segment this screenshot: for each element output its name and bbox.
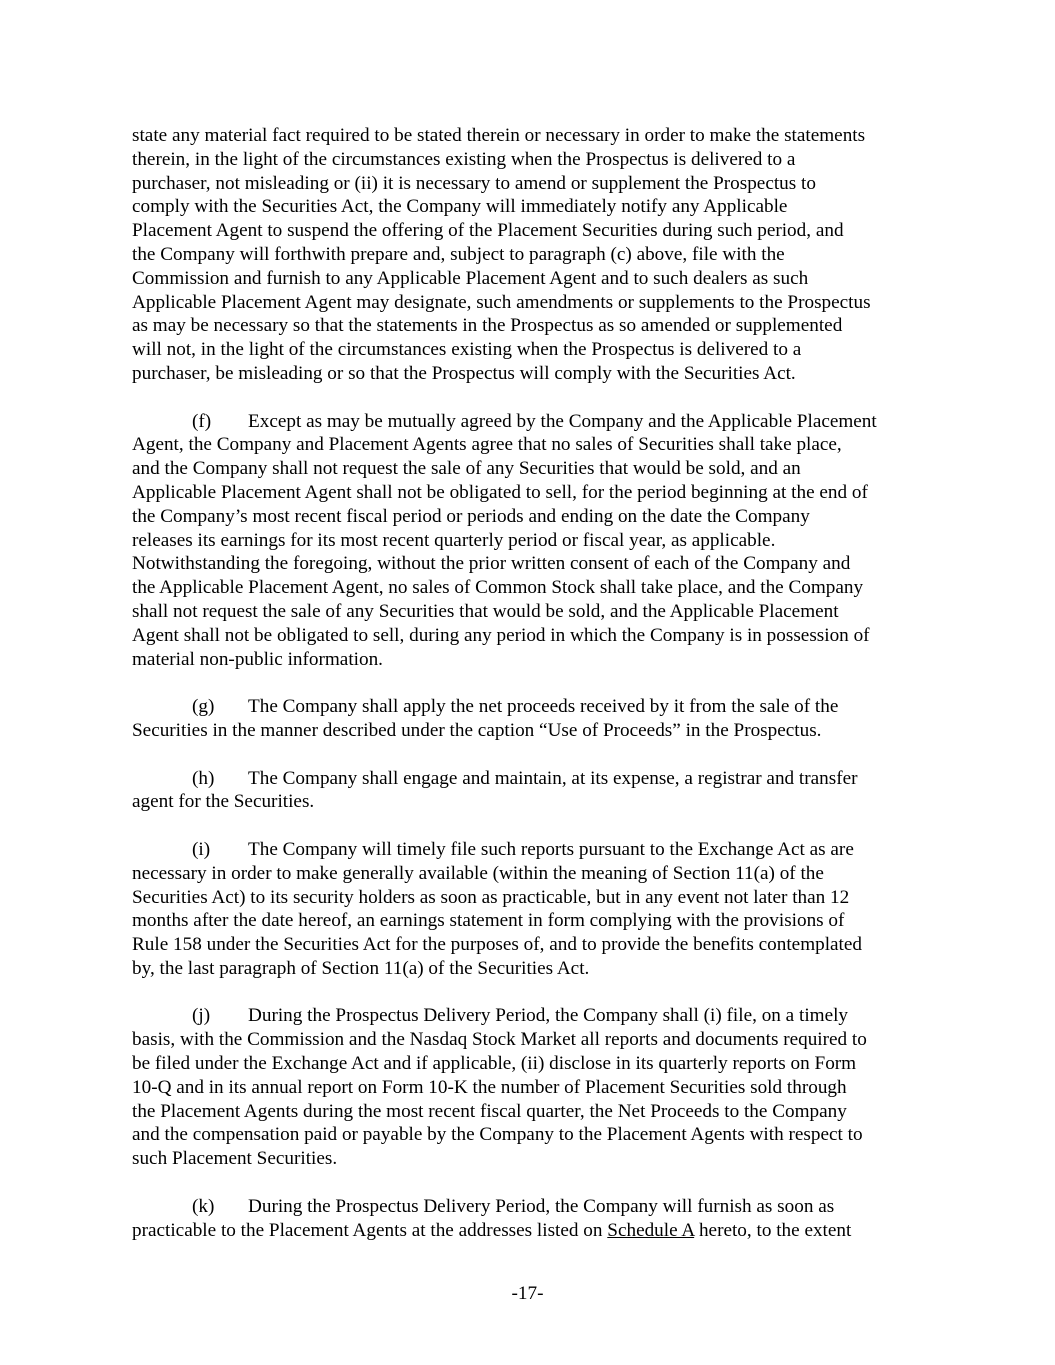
text-line: 10-Q and in its annual report on Form 10-K the number of Placement Securities sold through [132, 1076, 847, 1098]
text-line: Applicable Placement Agent may designate, such amendments or supplements to the Prospectus [132, 291, 871, 313]
text-line: will not, in the light of the circumstances existing when the Prospectus is delivered to a [132, 339, 802, 361]
text-line: agent for the Securities. [132, 791, 315, 813]
paragraph-i [132, 838, 932, 981]
text-line: the Company’s most recent fiscal period or periods and ending on the date the Company [132, 505, 810, 527]
text-line-content: The Company will timely file such reports pursuant to the Exchange Act as are [248, 838, 854, 860]
text-line: purchaser, be misleading or so that the Prospectus will comply with the Securities Act. [132, 362, 796, 384]
text-line [132, 1219, 932, 1243]
text-line: purchaser, not misleading or (ii) it is necessary to amend or supplement the Prospectus to [132, 172, 816, 194]
document-body [132, 124, 932, 1266]
text-line: Securities Act) to its security holders as soon as practicable, but in any event not later than 12 [132, 886, 850, 908]
text-line: and the Company shall not request the sale of any Securities that would be sold, and an [132, 458, 801, 480]
text-line: therein, in the light of the circumstances existing when the Prospectus is delivered to a [132, 148, 796, 170]
text-line [132, 1004, 932, 1028]
text-line: comply with the Securities Act, the Company will immediately notify any Applicable [132, 196, 788, 218]
paragraph-label: (j) [192, 1005, 211, 1027]
text-line: by, the last paragraph of Section 11(a) of the Securities Act. [132, 957, 590, 979]
paragraph-continuation [132, 124, 932, 386]
text-line [132, 767, 932, 791]
text-line: Securities in the manner described under the caption “Use of Proceeds” in the Prospectus. [132, 719, 822, 741]
paragraph-label: (g) [192, 696, 215, 718]
text-line: state any material fact required to be stated therein or necessary in order to make the statements [132, 125, 866, 146]
text-line-content: During the Prospectus Delivery Period, the Company shall (i) file, on a timely [248, 1005, 849, 1027]
text-line-content: The Company shall apply the net proceeds received by it from the sale of the [248, 696, 839, 718]
text-line: be filed under the Exchange Act and if applicable, (ii) disclose in its quarterly reports on Form [132, 1053, 857, 1075]
text-line-content: The Company shall engage and maintain, at its expense, a registrar and transfer [248, 767, 858, 789]
text-line: months after the date hereof, an earnings statement in form complying with the provisions of [132, 910, 845, 932]
text-line: Agent shall not be obligated to sell, during any period in which the Company is in possession of [132, 624, 870, 646]
paragraph-j [132, 1004, 932, 1171]
text-line: basis, with the Commission and the Nasdaq Stock Market all reports and documents required to [132, 1029, 867, 1051]
page-number: -17- [511, 1283, 544, 1304]
text-line: Notwithstanding the foregoing, without the prior written consent of each of the Company and [132, 553, 851, 575]
text-line: Rule 158 under the Securities Act for the purposes of, and to provide the benefits contemplated [132, 934, 862, 956]
text-line: Placement Agent to suspend the offering of the Placement Securities during such period, and [132, 220, 844, 242]
text-line [132, 838, 932, 862]
paragraph-k [132, 1195, 932, 1243]
paragraph-label: (h) [192, 767, 215, 789]
paragraph-h [132, 767, 932, 815]
paragraph-g [132, 695, 932, 743]
paragraph-label: (k) [192, 1195, 215, 1217]
text-line [132, 695, 932, 719]
text-line: necessary in order to make generally available (within the meaning of Section 11(a) of the [132, 862, 824, 884]
paragraph-label: (f) [192, 410, 212, 432]
paragraph-f [132, 410, 932, 672]
text-line: Applicable Placement Agent shall not be obligated to sell, for the period beginning at the end of [132, 481, 868, 503]
text-line: shall not request the sale of any Securities that would be sold, and the Applicable Placement [132, 600, 839, 622]
text-segment: practicable to the Placement Agents at the addresses listed on [132, 1219, 608, 1241]
text-line [132, 410, 932, 434]
text-line [132, 1195, 932, 1219]
text-line-content: Except as may be mutually agreed by the Company and the Applicable Placement [248, 410, 877, 432]
text-line: material non-public information. [132, 648, 383, 670]
text-line: Commission and furnish to any Applicable Placement Agent and to such dealers as such [132, 267, 809, 289]
text-line: as may be necessary so that the statements in the Prospectus as so amended or supplemented [132, 315, 843, 337]
text-line: the Company will forthwith prepare and, subject to paragraph (c) above, file with the [132, 243, 785, 265]
text-line: releases its earnings for its most recent quarterly period or fiscal year, as applicable. [132, 529, 776, 551]
text-line-content: During the Prospectus Delivery Period, the Company will furnish as soon as [248, 1195, 835, 1217]
text-segment: hereto, to the extent [694, 1219, 852, 1241]
text-line: the Applicable Placement Agent, no sales of Common Stock shall take place, and the Company [132, 577, 864, 599]
text-line: and the compensation paid or payable by the Company to the Placement Agents with respect to [132, 1124, 863, 1146]
schedule-a-reference: Schedule A [607, 1219, 695, 1241]
text-line: the Placement Agents during the most recent fiscal quarter, the Net Proceeds to the Company [132, 1100, 847, 1122]
paragraph-label: (i) [192, 838, 211, 860]
text-line: such Placement Securities. [132, 1148, 338, 1170]
text-line: Agent, the Company and Placement Agents agree that no sales of Securities shall take place, [132, 434, 842, 456]
